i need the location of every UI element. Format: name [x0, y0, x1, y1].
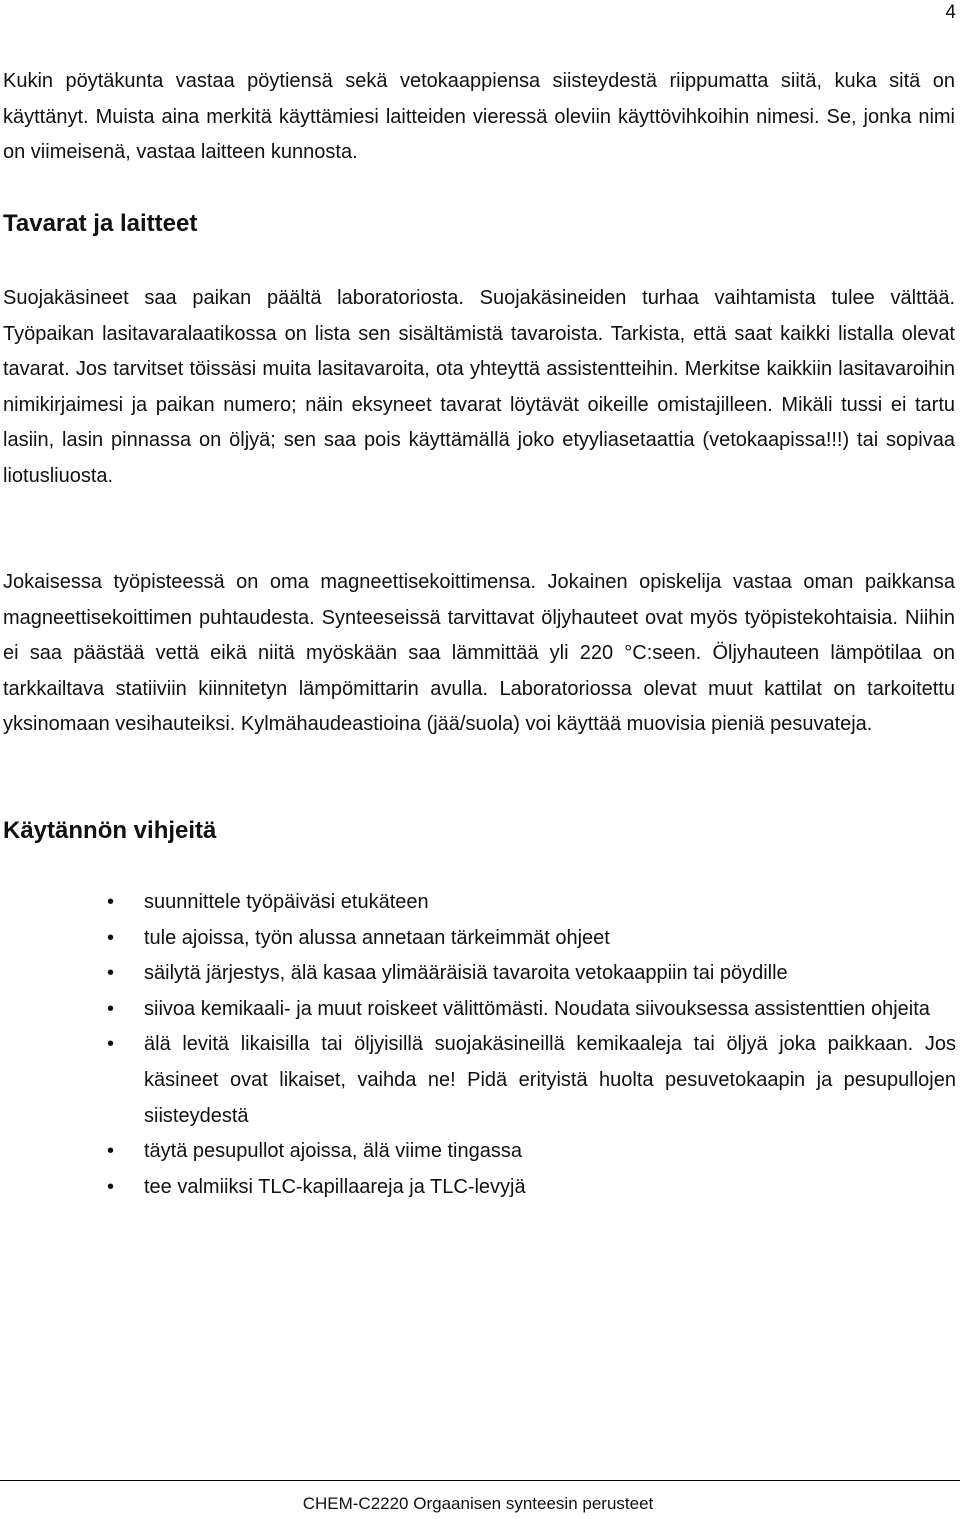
tip-text: älä levitä likaisilla tai öljyisillä suojakäsineillä kemikaaleja tai öljyä joka paikkaan. Jos käsineet ovat likaiset, vaihda ne! Pidä erityistä huolta pesuvetokaapin ja pesupullojen siisteydestä	[144, 1033, 956, 1127]
bullet-icon: •	[107, 962, 115, 985]
tip-text: täytä pesupullot ajoissa, älä viime tingassa	[144, 1140, 522, 1163]
tip-text: siivoa kemikaali- ja muut roiskeet välittömästi. Noudata siivouksessa assistenttien ohjeita	[144, 997, 930, 1020]
tip-text: suunnittele työpäiväsi etukäteen	[144, 891, 429, 913]
list-item	[0, 1027, 956, 1134]
list-item	[0, 1170, 956, 1206]
list-item	[0, 992, 956, 1028]
list-item	[0, 1134, 956, 1170]
tip-text: tule ajoissa, työn alussa annetaan tärkeimmät ohjeet	[144, 926, 610, 949]
tip-text: säilytä järjestys, älä kasaa ylimääräisiä tavaroita vetokaappiin tai pöydille	[144, 962, 788, 985]
page-footer	[0, 1494, 960, 1514]
bullet-icon: •	[107, 1033, 115, 1056]
section-heading-vihjeita: Käytännön vihjeitä	[3, 817, 217, 844]
section-heading-tavarat: Tavarat ja laitteet	[3, 210, 198, 237]
list-item	[0, 885, 956, 921]
bullet-icon: •	[107, 891, 115, 913]
footer-text: CHEM-C2220 Orgaanisen synteesin perusteet	[302, 1494, 654, 1513]
bullet-icon: •	[107, 926, 115, 949]
tip-text: tee valmiiksi TLC-kapillaareja ja TLC-levyjä	[144, 1175, 526, 1198]
section1-paragraph-2: Jokaisessa työpisteessä on oma magneettisekoittimensa. Jokainen opiskelija vastaa oman paikkansa magneettisekoittimen puhtaudesta. Synteeseissä tarvittavat öljyhauteet ovat myös työpistekohtaisia. Niihin ei saa päästää vettä eikä niitä myöskään saa lämmittää yli 220 °C:seen. Öljyhauteen lämpötilaa on tarkkailtava statiiviin kiinnitetyn lämpömittarin avulla. Laboratoriossa olevat muut kattilat on tarkoitettu yksinomaan vesihauteiksi. Kylmähaudeastioina (jää/suola) voi käyttää muovisia pieniä pesuvateja.	[3, 571, 955, 736]
section1-paragraph-1: Suojakäsineet saa paikan päältä laboratoriosta. Suojakäsineiden turhaa vaihtamista tulee välttää. Työpaikan lasitavaralaatikossa on lista sen sisältämistä tavaroista. Tarkista, että saat kaikki listalla olevat tavarat. Jos tarvitset töissäsi muita lasitavaroita, ota yhteyttä assistentteihin. Merkitse kaikkiin lasitavaroihin nimikirjaimesi ja paikan numero; näin eksyneet tavarat löytävät oikeille omistajilleen. Mikäli tussi ei tartu lasiin, lasin pinnassa on öljyä; sen saa pois käyttämällä joko etyyliasetaattia (vetokaapissa!!!) tai sopivaa liotusliuosta.	[3, 287, 955, 487]
tips-list	[0, 885, 956, 1205]
bullet-icon: •	[107, 1175, 115, 1198]
bullet-icon: •	[107, 1140, 115, 1163]
intro-paragraph: Kukin pöytäkunta vastaa pöytiensä sekä vetokaappiensa siisteydestä riippumatta siitä, kuka sitä on käyttänyt. Muista aina merkitä käyttämiesi laitteiden vieressä oleviin käyttövihkoihin nimesi. Se, jonka nimi on viimeisenä, vastaa laitteen kunnosta.	[3, 70, 955, 164]
footer-divider	[0, 1480, 960, 1481]
page-number: 4	[945, 2, 956, 23]
bullet-icon: •	[107, 997, 115, 1020]
list-item	[0, 921, 956, 957]
list-item	[0, 956, 956, 992]
